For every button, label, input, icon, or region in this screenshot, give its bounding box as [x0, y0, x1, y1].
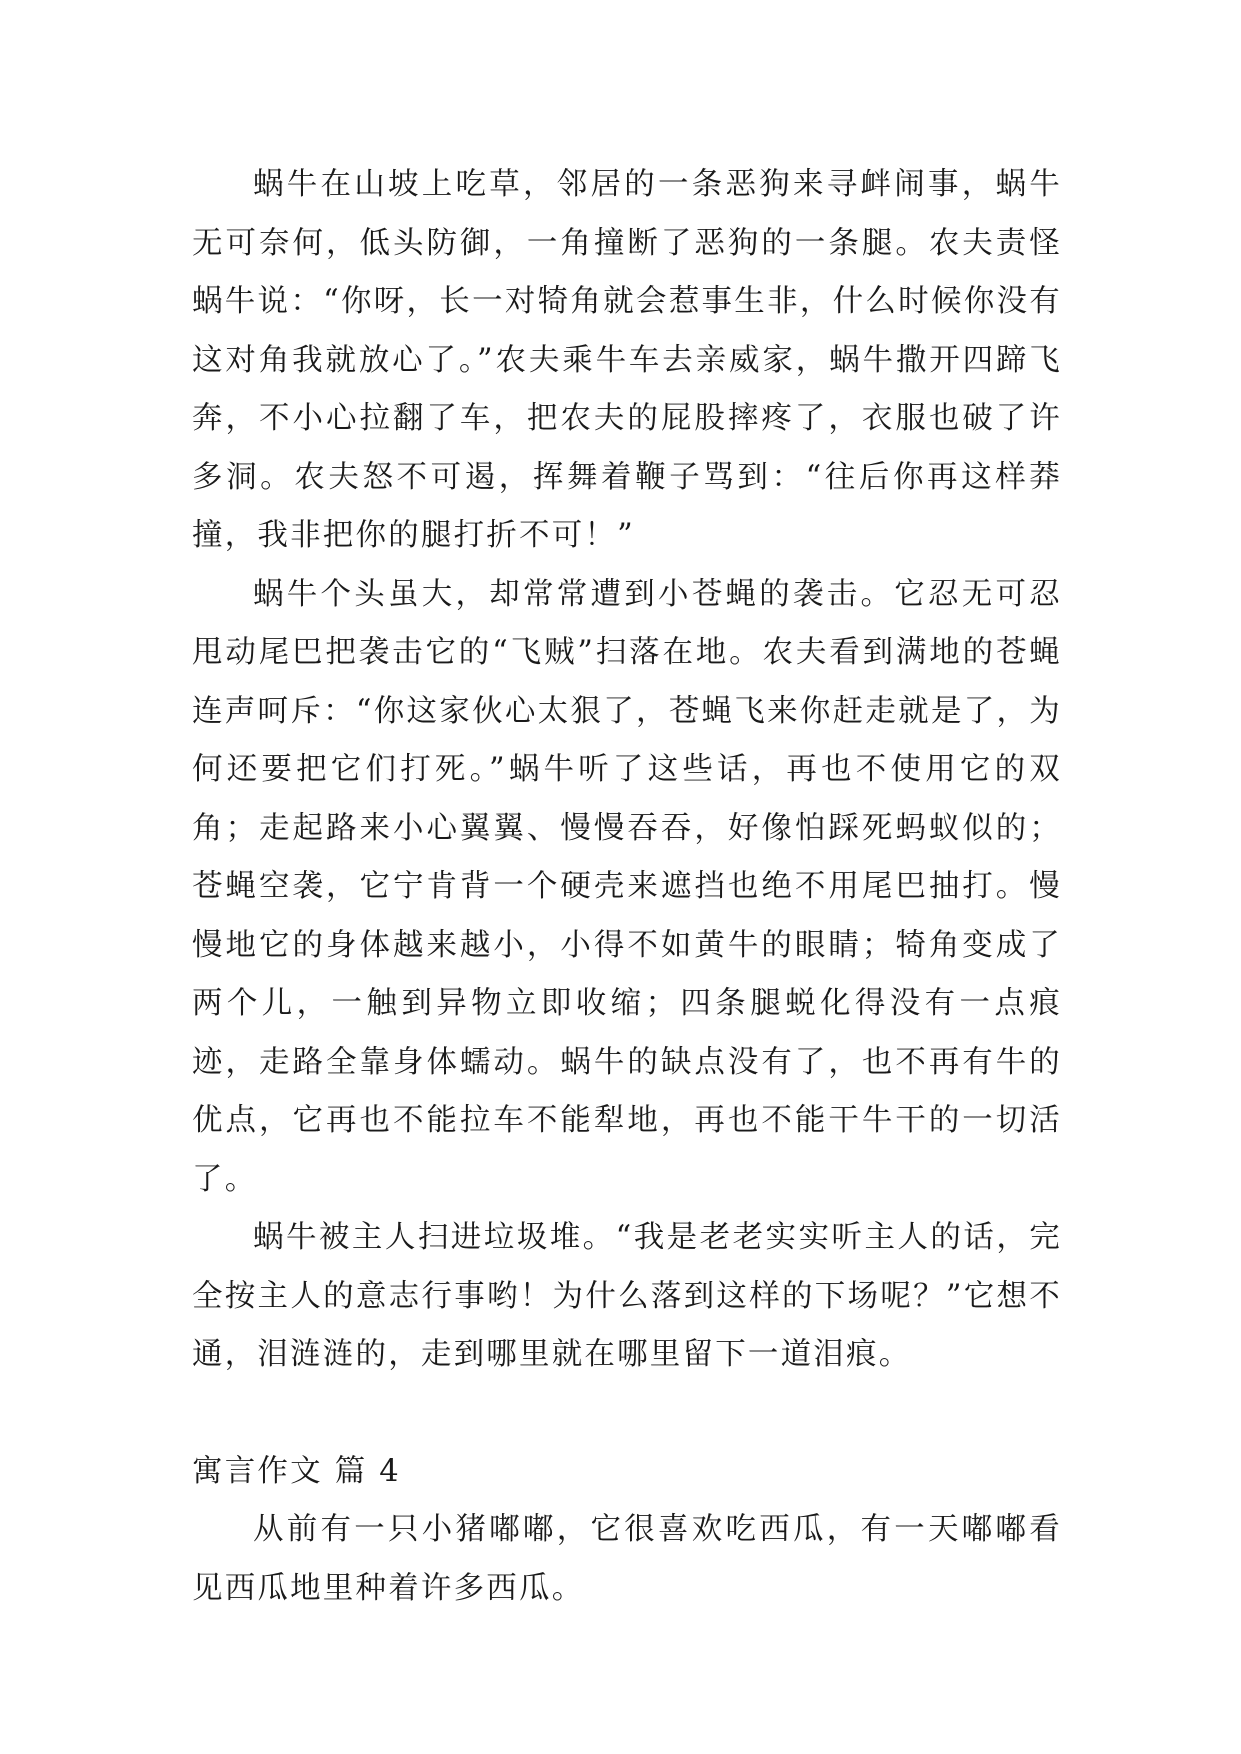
paragraph-snail-ending: 蜗牛被主人扫进垃圾堆。“我是老老实实听主人的话，完全按主人的意志行事哟！为什么落到这样的下场呢？”它想不通，泪涟涟的，走到哪里就在哪里留下一道泪痕。: [192, 1220, 1062, 1372]
paragraph-piglet: 从前有一只小猪嘟嘟，它很喜欢吃西瓜，有一天嘟嘟看见西瓜地里种着许多西瓜。: [192, 1512, 1062, 1606]
paragraph-snail-goat: 蜗牛在山坡上吃草，邻居的一条恶狗来寻衅闹事，蜗牛无可奈何，低头防御，一角撞断了恶狗的一条腿。农夫责怪蜗牛说：“你呀，长一对犄角就会惹事生非，什么时候你没有这对角我就放心了。”农夫乘牛车去亲威家，蜗牛撒开四蹄飞奔，不小心拉翻了车，把农夫的屁股摔疼了，衣服也破了许多洞。农夫怒不可遏，挥舞着鞭子骂到：“往后你再这样莽撞，我非把你的腿打折不可！”: [192, 167, 1062, 553]
section-heading: 寓言作文 篇 4: [192, 1453, 401, 1489]
paragraph-snail-flies: 蜗牛个头虽大，却常常遭到小苍蝇的袭击。它忍无可忍甩动尾巴把袭击它的“飞贼”扫落在地。农夫看到满地的苍蝇连声呵斥：“你这家伙心太狠了，苍蝇飞来你赶走就是了，为何还要把它们打死。”蜗牛听了这些话，再也不使用它的双角；走起路来小心翼翼、慢慢吞吞，好像怕踩死蚂蚁似的；苍蝇空袭，它宁肯背一个硬壳来遮挡也绝不用尾巴抽打。慢慢地它的身体越来越小，小得不如黄牛的眼睛；犄角变成了两个儿，一触到异物立即收缩；四条腿蜕化得没有一点痕迹，走路全靠身体蠕动。蜗牛的缺点没有了，也不再有牛的优点，它再也不能拉车不能犁地，再也不能干牛干的一切活了。: [192, 576, 1062, 1197]
document-body: [192, 156, 1062, 1618]
